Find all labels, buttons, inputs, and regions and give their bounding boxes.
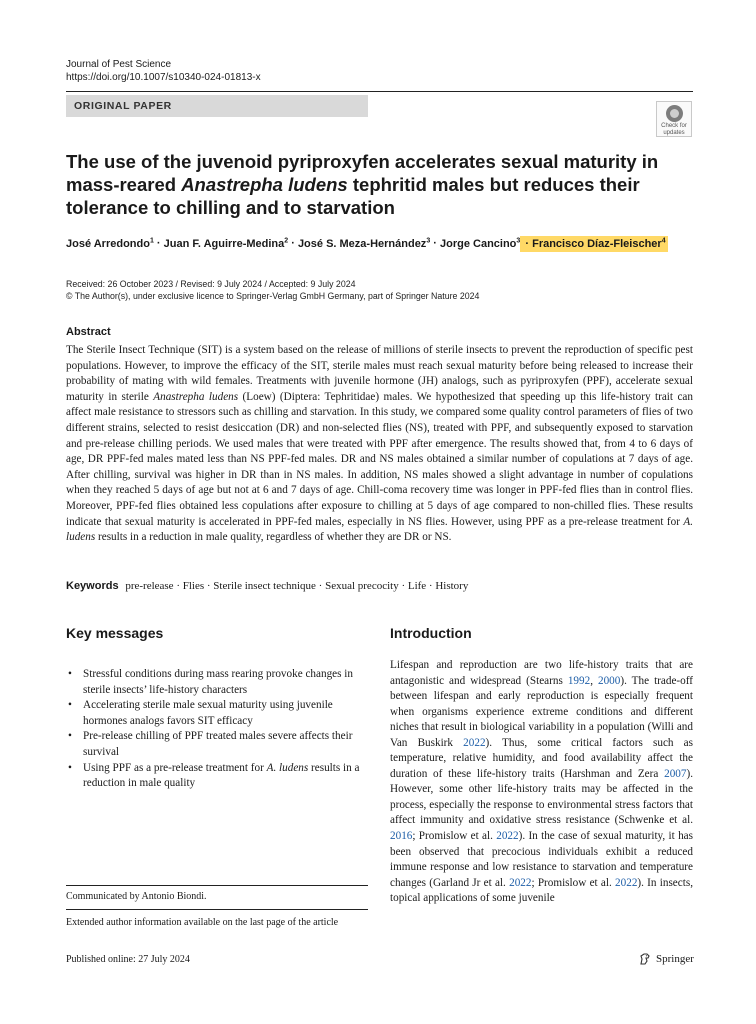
citation-link[interactable]: 1992 — [567, 674, 591, 687]
check-for-updates-button[interactable] — [656, 101, 692, 137]
author[interactable]: Jorge Cancino$^3$ — [440, 237, 521, 250]
citation-link[interactable]: 2022 — [496, 830, 519, 843]
journal-name: Journal of Pest Science — [66, 59, 172, 70]
title-part-2: tephritid males but reduces their tolerance to chilling and to starvation — [66, 174, 640, 218]
communicated-by: Communicated by Antonio Biondi. — [66, 891, 207, 902]
citation-link[interactable]: 2022 — [463, 736, 486, 749]
author[interactable]: José Arredondo$^1$ — [66, 237, 154, 250]
citation-link[interactable]: 2016 — [390, 830, 413, 843]
journal-info — [66, 58, 261, 84]
published-online: Published online: 27 July 2024 — [66, 954, 190, 965]
citation-link[interactable]: 2007 — [664, 767, 687, 780]
list-item: • Stressful conditions during mass rearing provoke changes in sterile insects’ life-history characters — [66, 667, 370, 698]
abstract-text: The Sterile Insect Technique (SIT) is a system based on the release of millions of sterile insects to prevent the reproduction of specific pest populations. However, to improve the efficacy of the SIT, sterile males must reach sexual maturity before being released to increase their probability of mating with wild females. Treatments with juvenile hormone (JH) analogs, such as pyriproxyfen (PPF), accelerate sexual maturity in sterile Anastrepha ludens (Loew) (Diptera: Tephritidae) males. We hypothesized that speeding up this life-history trait can affect male resistance to stressors such as chilling and starvation. In this study, we compared some quality control parameters of flies of two different strains, selected to resist desiccation (DR) and non-selected flies (NS), treated with PPF, and subsequently exposed to starvation and pre-release chilling periods. We used males that were treated with PPF after emergence. The results showed that, from 4 to 6 days of age, DR PPF-fed males mated less than NS PPF-fed males. DR and NS males obtained a similar number of copulations at 7 days of age. After chilling, survival was higher in DR than in NS males. In addition, NS males showed a slight advantage in number of copulations when they reached 5 days of age but not at 6 and 7 days of age. Chill-coma recovery time was longer in PPF-fed flies than in control flies. Moreover, PPF-fed flies obtained less copulations after exposure to chilling at 5 days of age compared to non-chilled flies. These results indicate that sexual maturity is accelerated in PPF-fed males, especially in NS flies. However, using PPF as a pre-release treatment for A. ludens results in a reduction in male quality, regardless of whether they are DR or NS. — [66, 344, 693, 544]
keywords — [66, 580, 693, 592]
author-highlighted[interactable]: · Francisco Díaz-Fleischer$^4$ — [522, 237, 666, 250]
abstract-heading: Abstract — [66, 326, 111, 338]
author[interactable]: José S. Meza-Hernández$^3$ — [297, 237, 431, 250]
extended-author-info: Extended author information available on the last page of the article — [66, 917, 339, 928]
received-revised-accepted: Received: 26 October 2023 / Revised: 9 July 2024 / Accepted: 9 July 2024 — [66, 279, 356, 289]
citation-link[interactable]: 2000 — [597, 674, 621, 687]
check-updates-label-2: updates — [663, 129, 685, 136]
list-item: • Pre-release chilling of PPF treated males severe affects their survival — [66, 729, 370, 760]
title-part-1: The use of the juvenoid pyriproxyfen accelerates sexual maturity in mass-reared — [66, 151, 659, 195]
footnote-rule — [66, 909, 368, 910]
list-item: • Using PPF as a pre-release treatment for A. ludens results in a reduction in male quality — [66, 761, 370, 792]
author-separator: · — [288, 237, 298, 250]
footnote-rule — [66, 885, 368, 886]
check-updates-icon — [666, 105, 683, 122]
citation-link[interactable]: 2022 — [615, 876, 638, 889]
doi-link[interactable]: https://doi.org/10.1007/s10340-024-01813-x — [66, 72, 261, 83]
keywords-label: Keywords — [66, 580, 119, 592]
publisher-logo — [638, 952, 694, 966]
list-item: • Accelerating sterile male sexual maturity using juvenile hormones analogs favors SIT efficacy — [66, 698, 370, 729]
top-rule — [66, 91, 693, 92]
author-separator: · — [153, 237, 164, 250]
citation-link[interactable]: 2022 — [509, 876, 532, 889]
article-title — [66, 150, 686, 219]
springer-horse-icon — [638, 952, 652, 966]
author-list — [66, 237, 668, 250]
title-species: Anastrepha ludens — [181, 174, 348, 195]
author[interactable]: Juan F. Aguirre-Medina$^2$ — [163, 237, 289, 250]
introduction-text: Lifespan and reproduction are two life-history traits that are antagonistic and widespread (Stearns 1992, 2000). The trade-off between lifespan and early reproduction is especially frequent when organisms experience extreme conditions and different niches that result in biological variability in a population (Willi and Van Buskirk 2022). Thus, some critical factors such as temperature, relative humidity, and food availability affect the duration of these life-history traits (Harshman and Zera 2007). However, some other life-history traits may be affected in the process, especially the response to environmental stress factors that affect immunity and oxidative stress resistance (Schwenke et al. 2016; Promislow et al. 2022). In the case of sexual maturity, it has been observed that precocious individuals exhibit a reduced immune response and low resistance to starvation and temperature changes (Garland Jr et al. 2022; Promislow et al. 2022). In insects, topical applications of some juvenile — [390, 659, 694, 905]
article-dates — [66, 278, 479, 302]
check-updates-label-1: Check for — [661, 123, 687, 129]
article-type-banner: ORIGINAL PAPER — [66, 95, 368, 117]
introduction-heading: Introduction — [390, 625, 472, 641]
key-messages-list — [66, 667, 370, 792]
key-messages-heading: Key messages — [66, 625, 164, 641]
publisher-name: Springer — [656, 953, 694, 965]
author-separator: · — [430, 237, 440, 250]
copyright-notice: © The Author(s), under exclusive licence to Springer-Verlag GmbH Germany, part of Springer Nature 2024 — [66, 291, 480, 301]
keywords-text: pre-release · Flies · Sterile insect technique · Sexual precocity · Life · History — [125, 580, 469, 592]
